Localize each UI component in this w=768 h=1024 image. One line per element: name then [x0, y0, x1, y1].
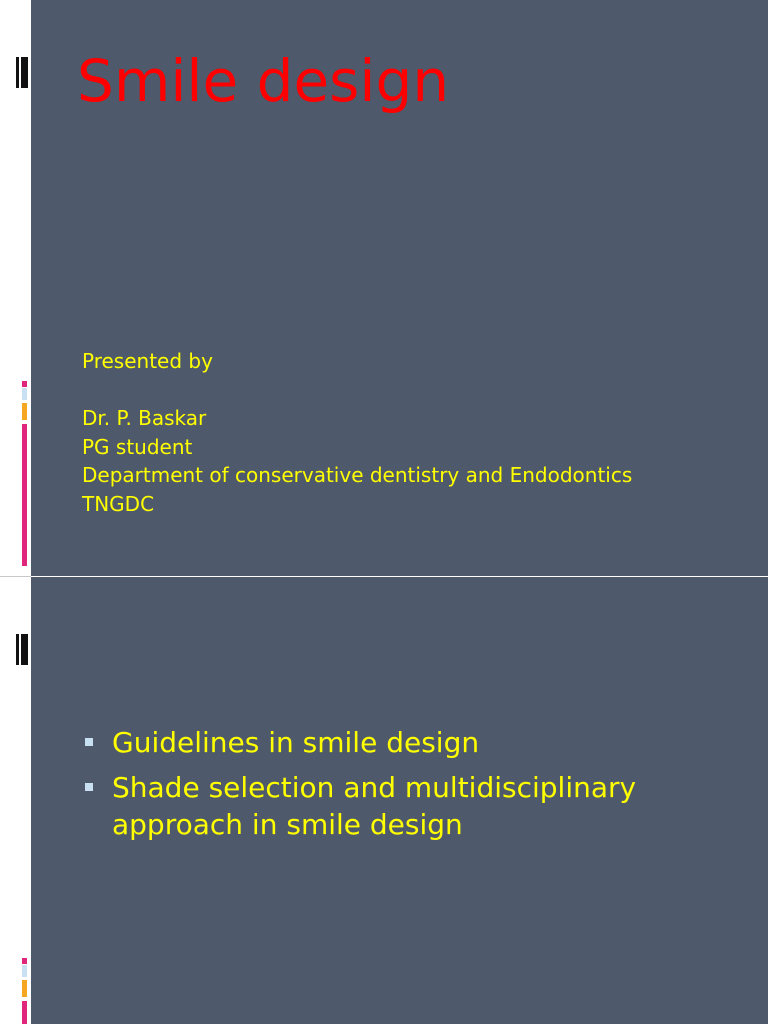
accent-bar-orange: [22, 403, 27, 420]
slide-title: [31, 0, 768, 576]
presenter-line: Dr. P. Baskar: [82, 406, 207, 430]
presenter-line: Department of conservative dentistry and Endodontics: [82, 463, 633, 487]
slide-edge-mark: [16, 634, 19, 665]
bullet-square-icon: [85, 738, 93, 746]
topic-list: [81, 724, 741, 851]
list-item-text: Shade selection and multidisciplinary approach in smile design: [112, 771, 637, 841]
accent-bar-pink: [22, 424, 27, 566]
presenter-line: PG student: [82, 434, 193, 459]
slide-edge-mark: [21, 57, 28, 88]
accent-bar-pink: [22, 381, 27, 387]
bullet-square-icon: [85, 783, 93, 791]
presenter-line: TNGDC: [82, 491, 155, 516]
slide-topics: [31, 577, 768, 1024]
accent-bar-light-blue: [22, 965, 27, 977]
presenter-line: [82, 376, 632, 405]
presenter-info: [82, 347, 632, 518]
accent-bar-orange: [22, 980, 27, 997]
list-item: [81, 724, 741, 761]
accent-bar-light-blue: [22, 388, 27, 400]
accent-bar-pink: [22, 1001, 27, 1024]
list-item: [81, 769, 741, 843]
slide-title-heading: Smile design: [77, 47, 450, 115]
slide-edge-mark: [21, 634, 28, 665]
list-item-text: Guidelines in smile design: [112, 726, 480, 759]
presenter-line: Presented by: [82, 349, 213, 373]
page-divider: [0, 576, 31, 577]
accent-bar-pink: [22, 958, 27, 964]
slide-edge-mark: [16, 57, 19, 88]
